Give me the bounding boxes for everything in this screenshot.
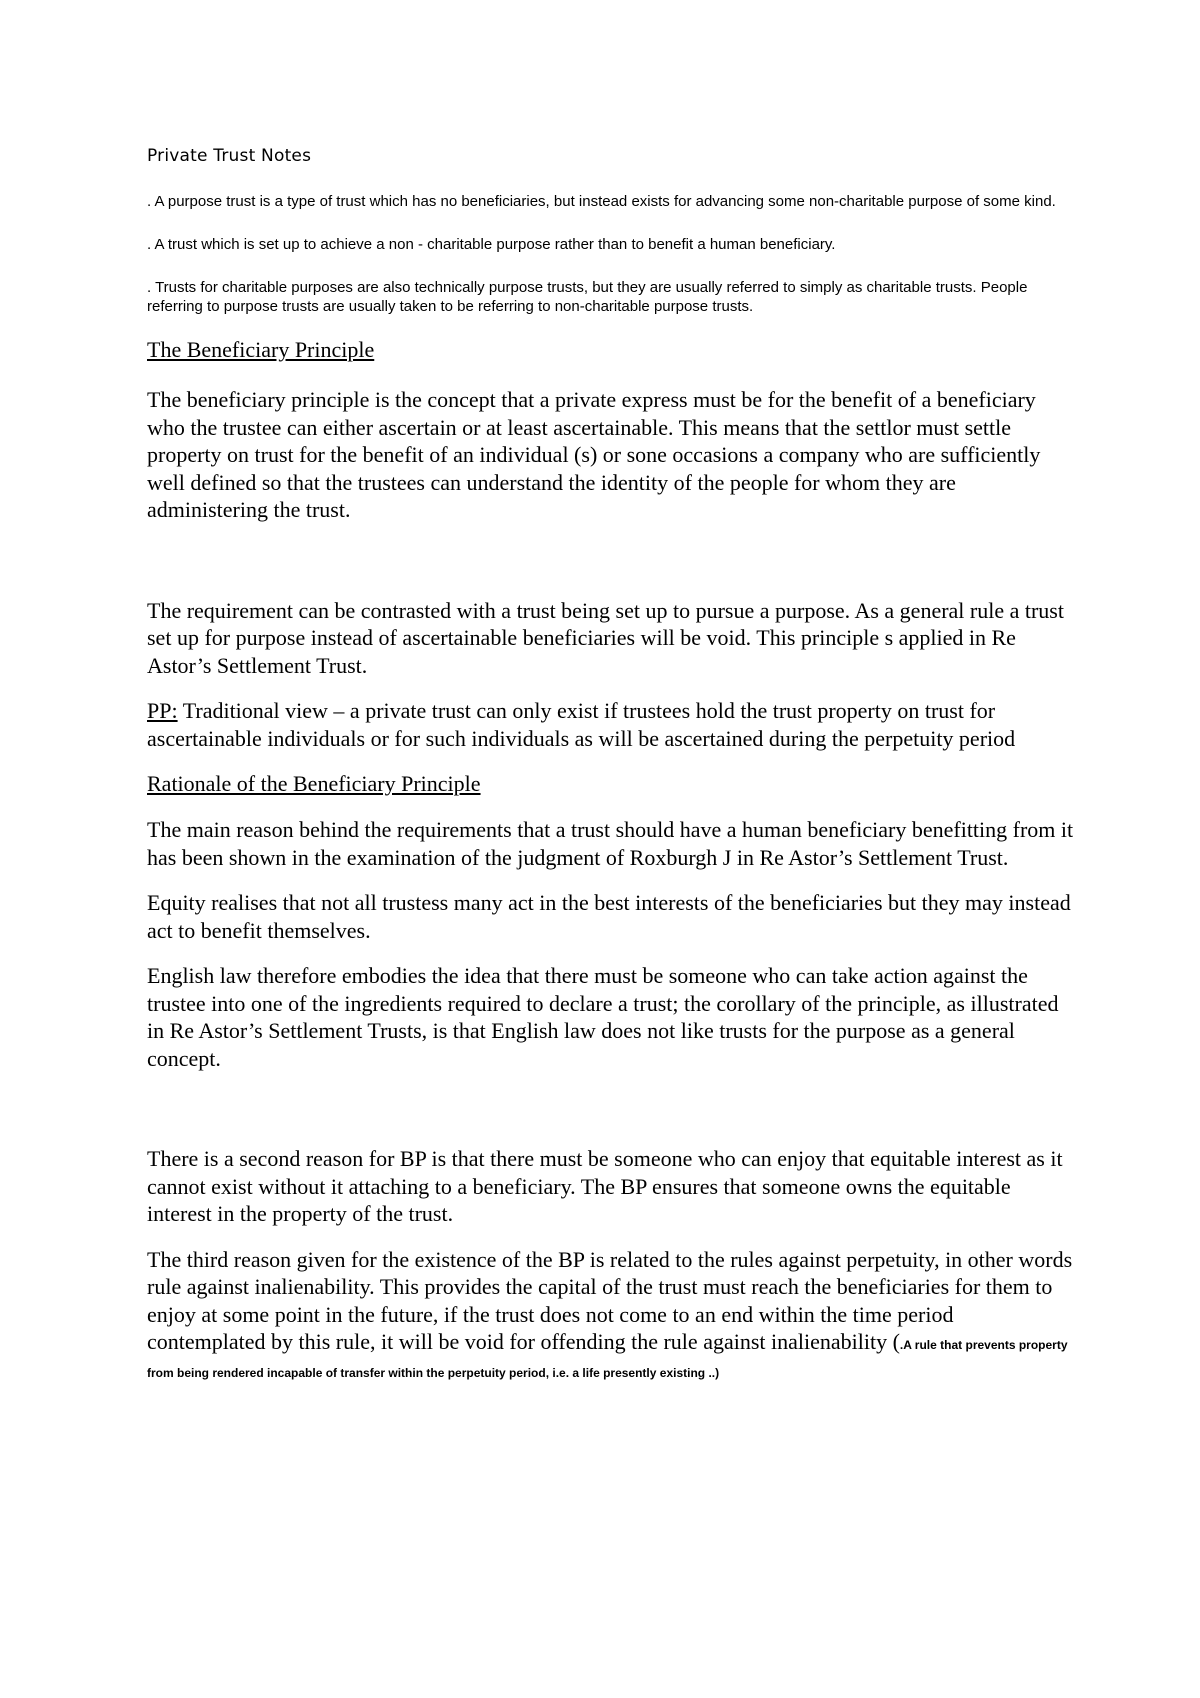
rationale-paragraph-3: English law therefore embodies the idea that there must be someone who can take action against the trustee into one of the ingredients required to declare a trust; the corollary of the principle, as illustrated in Re Astor’s Settlement Trusts, is that English law does not like trusts for the purpose as a general concept. bbox=[147, 963, 1059, 1071]
pp-text: Traditional view – a private trust can only exist if trustees hold the trust property on trust for ascertainable individuals or for such individuals as will be ascertained during the perpetuity period bbox=[147, 698, 1016, 751]
intro-paragraph-3: . Trusts for charitable purposes are also technically purpose trusts, but they are usually referred to simply as charitable trusts. People referring to purpose trusts are usually taken to be referring to non-charitable purpose trusts. bbox=[147, 279, 1028, 315]
pp-label: PP: bbox=[147, 698, 178, 723]
rationale-paragraph-5-main: The third reason given for the existence of the BP is related to the rules against perpetuity, in other words rule against inalienability. This provides the capital of the trust must reach the beneficiaries for them to enjoy at some point in the future, if the trust does not come to an end within the time period contemplated by this rule, it will be void for offending the rule against inalienability ( bbox=[147, 1246, 1073, 1354]
requirement-paragraph: The requirement can be contrasted with a trust being set up to pursue a purpose. As a general rule a trust set up for purpose instead of ascertainable beneficiaries will be void. This principle s applied in Re Astor’s Settlement Trust. bbox=[147, 597, 1064, 678]
section-heading-beneficiary-principle: The Beneficiary Principle bbox=[147, 337, 375, 362]
rationale-paragraph-4: There is a second reason for BP is that there must be someone who can enjoy that equitable interest as it cannot exist without it attaching to a beneficiary. The BP ensures that someone owns the equitable interest in the property of the trust. bbox=[147, 1146, 1063, 1226]
section-heading-rationale: Rationale of the Beneficiary Principle bbox=[147, 771, 481, 796]
rationale-paragraph-1: The main reason behind the requirements that a trust should have a human beneficiary benefitting from it has been shown in the examination of the judgment of Roxburgh J in Re Astor’s Settlement Trust. bbox=[147, 817, 1074, 870]
document-content bbox=[147, 146, 1077, 1401]
rationale-paragraph-2: Equity realises that not all trustess many act in the best interests of the beneficiaries but they may instead act to benefit themselves. bbox=[147, 890, 1071, 943]
rationale-paragraph-5 bbox=[147, 1246, 1077, 1384]
inalienability-footnote: .A rule that prevents property from being rendered incapable of transfer within the perpetuity period, i.e. a life presently existing ..) bbox=[147, 1338, 1068, 1380]
intro-paragraph-1: . A purpose trust is a type of trust which has no beneficiaries, but instead exists for advancing some non-charitable purpose of some kind. bbox=[147, 193, 1056, 210]
pp-paragraph bbox=[147, 697, 1077, 752]
beneficiary-principle-paragraph: The beneficiary principle is the concept that a private express must be for the benefit of a beneficiary who the trustee can either ascertain or at least ascertainable. This means that the settlor must settle property on trust for the benefit of an individual (s) or sone occasions a company who are sufficiently well defined so that the trustees can understand the identity of the people for whom they are administering the trust. bbox=[147, 387, 1041, 522]
document-title: Private Trust Notes bbox=[147, 146, 312, 166]
intro-paragraph-2: . A trust which is set up to achieve a non - charitable purpose rather than to benefit a human beneficiary. bbox=[147, 236, 836, 253]
